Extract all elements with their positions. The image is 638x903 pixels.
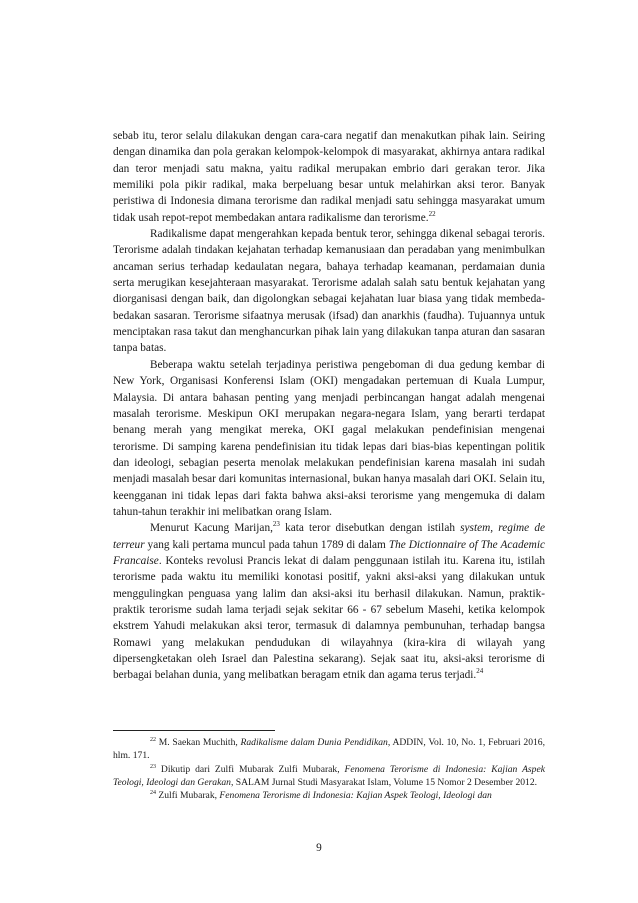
footnote-ref-22[interactable]: 22 [428,209,436,218]
paragraph-4: Menurut Kacung Marijan,$^{23}$ kata teror disebutkan dengan istilah system, regime de terreur yang kali pertama muncul pada tahun 1789 di dalam The Dictionnaire of The Academic Francaise. Konteks revolusi Prancis lekat di dalam penggunaan istilah itu. Karena itu, istilah terorisme pada waktu itu memiliki konotasi positif, yakni aksi-aksi yang dilakukan untuk menggulingkan penguasa yang lalim dan aksi-aksi itu berhasil dilakukan. Namun, praktik-praktik terorisme sudah lama terjadi sejak sekitar 66 - 67 sebelum Masehi, ketika kelompok ekstrem Yahudi melakukan aksi teror, termasuk di dalamnya pembunuhan, terhadap bangsa Romawi yang melakukan pendudukan di wilayahnya (kira-kira di wilayah yang dipersengketakan oleh Israel dan Palestina sekarang). Sejak saat itu, aksi-aksi terorisme di berbagai belahan dunia, yang melibatkan beragam etnik dan agama terus terjadi.$^{24}$ [113,520,545,682]
footnote-24: $^{24}$ Zulfi Mubarak, Fenomena Terorisme di Indonesia: Kajian Aspek Teologi, Ideologi dan [150,790,492,802]
footnote-separator [113,730,275,731]
page-number: 9 [316,842,322,854]
footnote-ref-23[interactable]: 23 [272,520,280,529]
footnotes [113,736,545,802]
paragraph-1: sebab itu, teror selalu dilakukan dengan cara-cara negatif dan menakutkan pihak lain. Seiring dengan dinamika dan pola gerakan kelompok-kelompok di masyarakat, akhirnya antara radikal dan teror menjadi satu makna, yaitu radikal merupakan embrio dari gerakan teror. Jika memiliki pola pikir radikal, maka berpeluang besar untuk melahirkan aksi teror. Banyak peristiwa di Indonesia dimana terorisme dan radikal menjadi satu sehingga masyarakat umum tidak usah repot-repot membedakan antara radikalisme dan terorisme.$^{22}$ [113,130,545,224]
italic-title: The Dictionnaire of The Academic Francaise [113,538,545,567]
italic-term: system, regime de terreur [113,522,545,551]
footnote-22: $^{22}$ M. Saekan Muchith, Radikalisme dalam Dunia Pendidikan, ADDIN, Vol. 10, No. 1, Februari 2016, hlm. 171. [113,737,545,762]
footnote-23: $^{23}$ Dikutip dari Zulfi Mubarak Zulfi Mubarak, Fenomena Terorisme di Indonesia: Kajian Aspek Teologi, Ideologi dan Gerakan, SALAM Jurnal Studi Masyarakat Islam, Volume 15 Nomor 2 Desember 2012. [113,763,545,788]
body-text [113,128,545,684]
paragraph-2: Radikalisme dapat mengerahkan kepada bentuk teror, sehingga dikenal sebagai teroris. Terorisme adalah tindakan kejahatan terhadap kemanusiaan dan peradaban yang menimbulkan ancaman serius terhadap kedaulatan negara, bahaya terhadap keamanan, perdamaian dunia serta merugikan kesejahteraan masyarakat. Terorisme adalah salah satu bentuk kejahatan yang diorganisasi dengan baik, dan digolongkan sebagai kejahatan luar biasa yang tidak membeda-bedakan sasaran. Terorisme sifaatnya merusak (ifsad) dan anarkhis (faudha). Tujuannya untuk menciptakan rasa takut dan menghancurkan pihak lain yang dilakukan tanpa aturan dan sasaran tanpa batas. [113,228,545,355]
footnote-ref-24[interactable]: 24 [476,667,484,676]
paragraph-3: Beberapa waktu setelah terjadinya peristiwa pengeboman di dua gedung kembar di New York, Organisasi Konferensi Islam (OKI) mengadakan pertemuan di Kuala Lumpur, Malaysia. Di antara bahasan penting yang menjadi perbincangan hangat adalah mengenai masalah terorisme. Meskipun OKI merupakan negara-negara Islam, yang berarti terdapat benang merah yang mengikat mereka, OKI gagal melakukan pendefinisian mengenai terorisme. Di samping karena pendefinisian itu tidak lepas dari bias-bias kepentingan politik dan ideologi, sebagian peserta menolak melakukan pendefinisian karena masalah ini sudah menjadi masalah besar dari komunitas internasional, bukan hanya masalah dari OKI. Selain itu, keengganan ini tidak lepas dari fakta bahwa aksi-aksi terorisme yang mengemuka di dalam tahun-tahun terakhir ini melibatkan orang Islam. [113,358,545,518]
